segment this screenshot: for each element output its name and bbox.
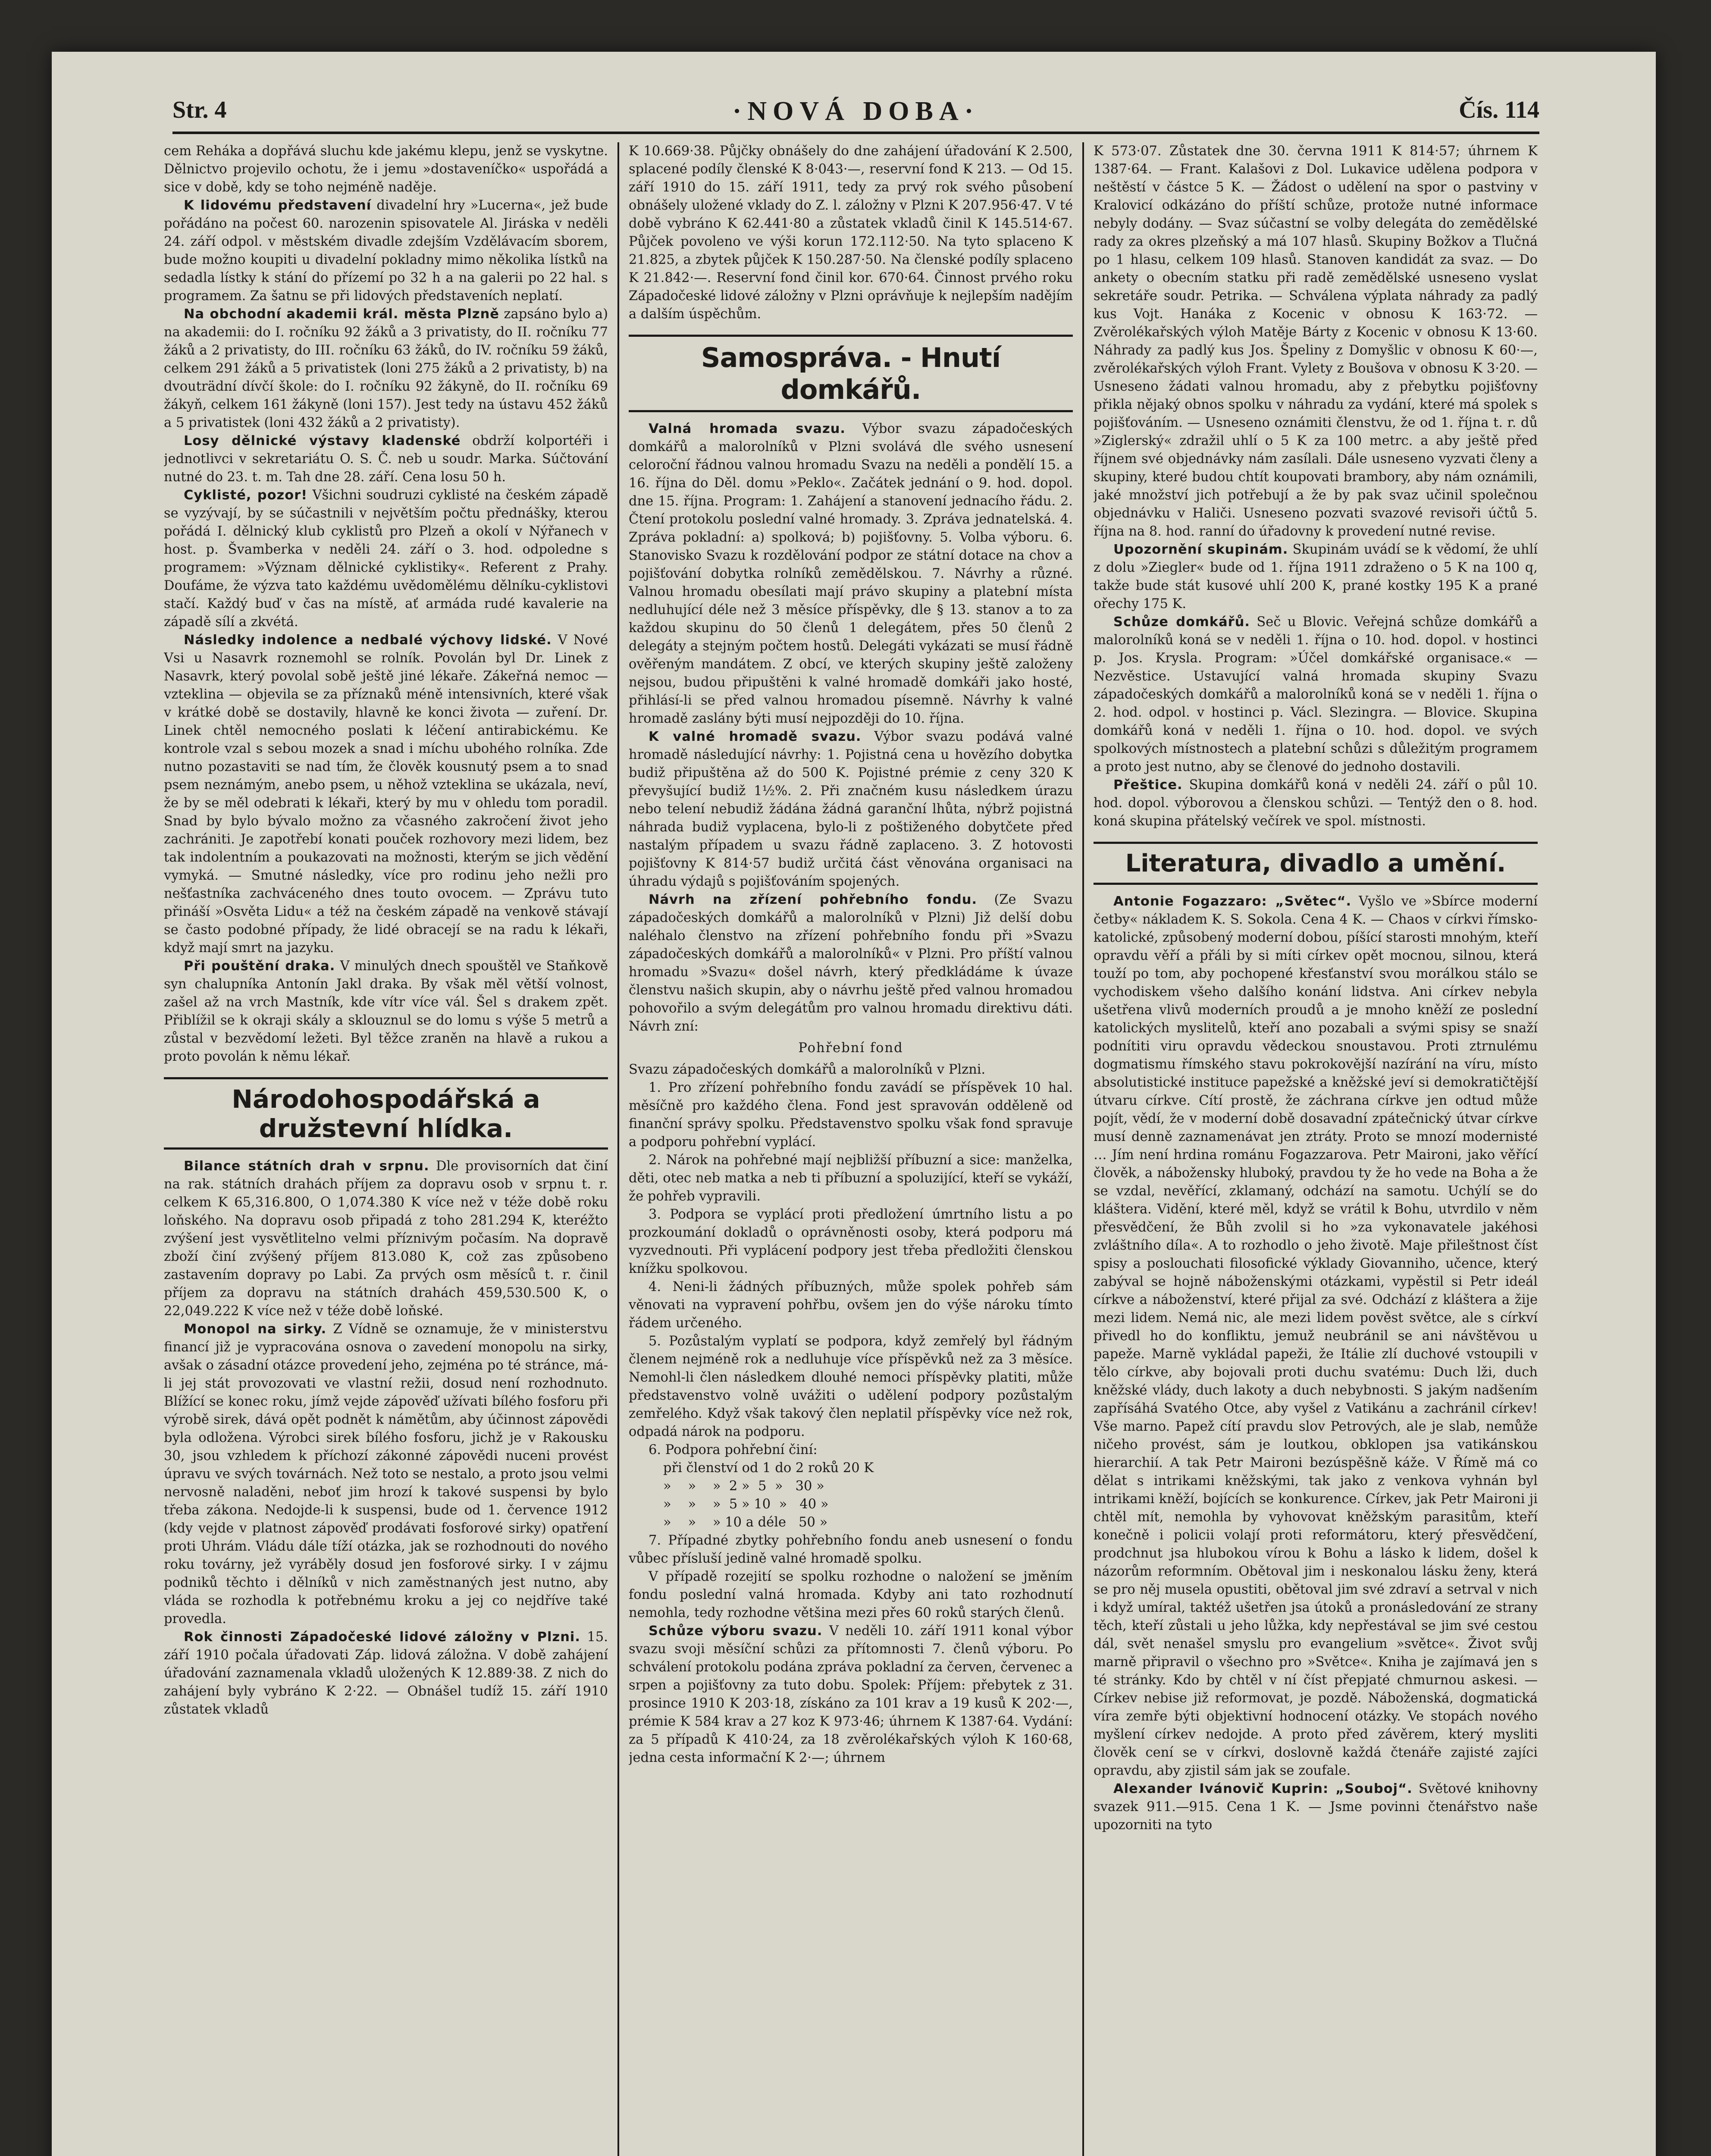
paragraph <box>1094 1780 1538 1834</box>
paragraph: 5. Pozůstalým vyplatí se podpora, když zemřelý byl řádným členem nejméně rok a nedluhuje více příspěvků než za 3 měsíce. Nemohl-li člen následkem dlouhé nemoci příspěvky platiti, může představenstvo volně uvážiti o udělení podpory pozůstalým zemřelého. Když však takový člen neplatil příspěvky více než rok, odpadá nárok na podporu. <box>629 1334 1073 1439</box>
page-number: Str. 4 <box>172 97 227 123</box>
item-headline: Rok činnosti Západočeské lidové záložny v Plzni. <box>184 1630 580 1645</box>
paragraph <box>1094 776 1538 830</box>
paragraph <box>629 728 1073 891</box>
paragraph: K 573·07. Zůstatek dne 30. června 1911 K 814·57; úhrnem K 1387·64. — Frant. Kalašovi z Dol. Lukavice udělena podpora v neštěstí v částce 5 K. — Žádost o udělení na spor o pastviny v Kralovicí odkázáno do příští schůze, protože nutné informace nebyly dodány. — Svaz súčastní se volby delegáta do zemědělské rady za okres plzeňský a má 107 hlasů. Skupiny Božkov a Tlučná po 1 hlasu, celkem 109 hlasů. Stanoven kandidát za svaz. — Do ankety o obecním statku při radě zemědělské usneseno vyslat sekretáře soudr. Petrika. — Schválena výplata náhrady za padlý kus Vojt. Hanáka z Kocenic v obnosu K 163·72. — Zvěrolékařských výloh Matěje Bárty z Kocenic v obnosu K 13·60. Náhrady za padlý kus Jos. Špeliny z Domyšlic v obnosu K 60·—, zvěrolékařských výloh Frant. Vylety z Boušova v obnosu K 3·20. — Usneseno žádati valnou hromadu, aby z přebytku pojišťovny přikla nějaký obnos spolku v náhradu za vydání, které má spolek s pojišťováním. — Usneseno oznámiti členstvu, že od 1. října t. r. dů »Ziglerský« zdražil uhlí o 5 K za 100 metrc. a aby ještě před říjnem své objednávky nám zasílali. Dále usneseno vyzvati členy a skupiny, které budou chtít koupovati brambory, aby nám oznámili, jaké množství jich potřebují a že by pak svaz učinil společnou objednávku v Haliči. Usneseno pozvati svazové revisoři účtů 5. října na 8. hod. ranní do úřadovny k provedení nutné revise. <box>1094 144 1538 539</box>
item-body: Všichni soudruzi cyklisté na českém západě se vyzývají, by se súčastnili v největším počtu přednášky, kterou pořádá I. dělnický klub cyklistů pro Plzeň a okolí v Nýřanech v host. p. Švamberka v neděli 24. září o 3. hod. odpoledne s programem: »Význam dělnické cyklistiky«. Referent z Prahy. Doufáme, že výzva tato každému uvědomělému dělníku-cyklistovi stačí. Každý buď v čas na místě, ať armáda rudé kavalerie na západě sílí a zkvétá. <box>164 488 608 630</box>
section-heading-literature: Literatura, divadlo a umění. <box>1094 842 1538 885</box>
item-body: obdrží kolportéři i jednotlivci v sekretariátu O. S. Č. neb u soudr. Marka. Súčtování nutné do 23. t. m. Tah dne 28. září. Cena losu 50 h. <box>164 433 608 485</box>
item-headline: Cyklisté, pozor! <box>184 488 308 503</box>
paragraph: cem Reháka a dopřává sluchu kde jakému klepu, jenž se vyskytne. Dělnictvo projevilo ochotu, že i jemu »dostaveníčko« uspořádá a sice v době, kdy se toho nejméně naděje. <box>164 144 608 195</box>
item-headline: Monopol na sirky. <box>184 1322 327 1337</box>
paragraph <box>164 305 608 432</box>
paragraph <box>164 486 608 631</box>
paragraph <box>1094 613 1538 776</box>
paragraph <box>1094 893 1538 1780</box>
item-body: divadelní hry »Lucerna«, jež bude pořádáno na počest 60. narozenin spisovatele Al. Jiráska v neděli 24. září odpol. v městském divadle zdejším Vzdělávacím sborem, bude možno koupiti u divadelní pokladny mimo několika lístků na sedadla lístky k stání do přízemí po 32 h a na galerii po 22 hal. s programem. Za šatnu se při lidových představeních neplatí. <box>164 198 608 304</box>
item-body: Výbor svazu západočeských domkářů a malorolníků v Plzni svolává dle svého usnesení celoroční řádnou valnou hromadu Svazu na neděli a pondělí 15. a 16. října do Děl. domu »Peklo«. Začátek jednání o 9. hod. dopol. dne 15. října. Program: 1. Zahájení a stanovení jednacího řádu. 2. Čtení protokolu poslední valné hromady. 3. Zpráva jednatelská. 4. Zpráva pokladní: a) spolková; b) pojišťovny. 5. Volba výboru. 6. Stanovisko Svazu k rozdělování podpor ze státní dotace na chov a pojišťování dobytka rolníků zemědělskou. 7. Návrhy a různé. Valnou hromadu obesílati mají právo skupiny a platební místa nedluhující déle než 3 měsíce příspěvky, dle § 13. stanov a to za každou skupinu do 50 členů 1 delegátem, přes 50 členů 2 delegáty a stejným počtem hostů. Delegáti vykázati se musí řádně ověřeným mandátem. Z obcí, ve kterých skupiny ještě založeny nejsou, budou připuštěni k valné hromadě domkáři jako hosté, přihlásí-li se před valnou hromadou písemně. Návrhy k valné hromadě zaslány býti musí nejpozději do 10. října. <box>629 421 1073 726</box>
item-headline: Přeštice. <box>1113 777 1183 793</box>
paragraph <box>164 1157 608 1320</box>
table-row: » » » 5 » 10 » 40 » <box>663 1497 829 1512</box>
item-headline: Schůze výboru svazu. <box>649 1623 823 1639</box>
item-body: V neděli 10. září 1911 konal výbor svazu svoji měsíční schůzi za přítomnosti 7. členů výboru. Po schválení protokolu podána zpráva pokladní za červen, červenec a srpen a pojišťovny za tuto dobu. Spolek: Příjem: přebytek z 31. prosince 1910 K 203·18, získáno za 101 krav a 19 kusů K 202·—, prémie K 584 krav a 27 koz K 973·46; úhrnem K 1387·64. Vydání: za 5 případů K 410·24, za 18 zvěrolékařských výloh K 160·68, jedna cesta informační K 2·—; úhrnem <box>629 1623 1073 1765</box>
paragraph <box>629 420 1073 728</box>
item-body: Světové knihovny svazek 911.—915. Cena 1 K. — Jsme povinni čtenářstvo naše upozorniti na tyto <box>1094 1781 1538 1833</box>
item-headline: Losy dělnické výstavy kladenské <box>184 433 461 448</box>
paragraph <box>164 432 608 486</box>
item-headline: Alexander Ivánovič Kuprin: „Souboj“. <box>1113 1781 1413 1796</box>
item-headline: Upozornění skupinám. <box>1113 542 1288 557</box>
paragraph: 4. Neni-li žádných příbuzných, může spolek pohřeb sám věnovati na vypravení pohřbu, ovšem jen do výše nároku tímto řádem určeného. <box>629 1279 1073 1331</box>
item-body: zapsáno bylo a) na akademii: do I. ročníku 92 žáků a 3 privatisty, do II. ročníku 77 žáků a 2 privatisty, do III. ročníku 63 žáků, do IV. ročníku 59 žáků, celkem 291 žáků a 5 privatistek (loni 275 žáků a 2 privatisty, b) na dvouträdní dívčí škole: do I. ročníku 92 žákyně, do II. ročníku 69 žákyň, celkem 161 žákyně (loni 157). Jest tedy na ústavu 452 žáků a 5 privatistek (loni 432 žáků a 2 privatisty). <box>164 307 608 430</box>
item-headline: Valná hromada svazu. <box>649 421 846 436</box>
column-divider <box>617 142 619 2156</box>
newspaper-page <box>52 52 1656 2156</box>
item-body: Skupina domkářů koná v neděli 24. září o půl 10. hod. dopol. výborovou a členskou schůzi. — Tentýž den o 8. hod. koná skupina přátelský večírek ve spol. místnosti. <box>1094 777 1538 829</box>
table-row: » » » 2 » 5 » 30 » <box>663 1479 824 1494</box>
section-heading-self-government: Samospráva. - Hnutí domkářů. <box>629 335 1073 412</box>
subheading: Pohřební fond <box>798 1040 903 1056</box>
item-body: Výbor svazu podává valné hromadě následující návrhy: 1. Pojistná cena u hovězího dobytka budiž připuštěna až do 500 K. Pojistné prémie z ceny 320 K převyšující budiž 1½%. 2. Při značném kusu následkem úrazu nebo telení nebudiž žádána žádná garanční lhůta, nýbrž pojistná náhrada budiž vyplacena, bylo-li z poštiženého dobytčete před nastalým případem u svazu řádně zaplaceno. 3. Z hotovosti pojišťovny K 814·57 budiž určitá část věnována organisaci na úhradu výdajů s pojišťováním spojených. <box>629 729 1073 889</box>
paragraph: Svazu západočeských domkářů a malorolníků v Plzni. <box>629 1062 986 1077</box>
item-headline: Následky indolence a nedbalé výchovy lidské. <box>184 633 552 648</box>
column-middle <box>629 142 1073 2156</box>
item-headline: Návrh na zřízení pohřebního fondu. <box>649 892 978 907</box>
paragraph: 7. Případné zbytky pohřebního fondu aneb usnesení o fondu vůbec přísluší jedině valné hromadě spolku. <box>629 1533 1073 1566</box>
paragraph <box>629 891 1073 1036</box>
item-body: 15. září 1910 počala úřadovati Záp. lidová záložna. V době zahájení úřadování zaznamenala vkladů uložených K 12.889·38. Z nich do zahájení byly vybráno K 2·22. — Obnášel tudíž 15. září 1910 zůstatek vkladů <box>164 1630 608 1717</box>
item-headline: K valné hromadě svazu. <box>649 729 862 744</box>
paragraph: K 10.669·38. Půjčky obnášely do dne zahájení úřadování K 2.500, splacené podíly členské K 8·043·—, reservní fond K 213. — Od 15. září 1910 do 15. září 1911, tedy za prvý rok svého působení obnášely uložené vklady do Z. l. záložny v Plzni K 207.956·47. V té době vybráno K 62.441·80 a zůstatek vkladů činil K 145.514·67. Půjček povoleno ve výši korun 172.112·50. Na tyto splaceno K 21.825, a zbytek půjček K 150.287·50. Na členské podíly splaceno K 21.842·—. Reservní fond činil kor. 670·64. Činnost prvého roku Západočeské lidové záložny v Plzni oprávňuje k nejlepším nadějím a dalším úspěchům. <box>629 144 1073 322</box>
paragraph <box>164 631 608 957</box>
item-body: Skupinám uvádí se k vědomí, že uhlí z dolu »Ziegler« bude od 1. října 1911 zdraženo o 5 K na 100 q, takže bude stát kusové uhlí 200 K, prané kostky 195 K a prané ořechy 175 K. <box>1094 542 1538 611</box>
item-headline: Antonie Fogazzaro: „Světec“. <box>1113 894 1352 909</box>
paragraph <box>164 1320 608 1628</box>
item-body: Z Vídně se oznamuje, že v ministerstvu financí již je vypracována osnova o zavedení monopolu na sirky, avšak o zásadní otázce provedení jeho, zejména po té stránce, má-li jej stát provozovati ve vlastní režii, dosud není rozhodnuto. Blížící se konec roku, jímž vejde zápověď užívati bílého fosforu při výrobě sirek, dává opět podnět k námětům, aby účinnost zápovědi byla odložena. Výrobci sirek bílého fosforu, jichž je v Rakousku 30, jsou vzhledem k příchozí zákonné zápovědi nuceni provést úpravu ve svých továrnách. Než toto se nestalo, a proto jsou velmi nervosně naladěni, neboť jim hrozí k takové suspensi by bylo třeba zákona. Nedojde-li k suspensi, bude od 1. července 1912 (kdy vejde v platnost zápověď prodávati fosforové sirky) opatření proti Uhrám. Vládu dále tíží otázka, jak se rozhodnouti do nového roku továrny, jež vyráběly dosud jen fosforové sirky. I v zájmu podniků těchto i dělníků v nich zaměstnaných jest nutno, aby vláda se rozhodla k potřebnému kroku a jej co nejdříve také provedla. <box>164 1322 608 1626</box>
column-left <box>164 142 608 2156</box>
item-headline: Schůze domkářů. <box>1113 614 1250 630</box>
paragraph <box>164 957 608 1066</box>
column-right <box>1094 142 1538 2156</box>
item-body: V minulých dnech spouštěl ve Staňkově syn chalupníka Antonín Jakl draka. By však měl větší volnost, zašel až na vrch Mastník, kde vítr více vál. Šel s drakem zpět. Přiblížil se k okraji skály a sklouznul se do lomu s výše 5 metrů a zůstal v bezvědomí ležeti. Byl těžce zraněn na hlavě a rukou a proto povolán k němu lékař. <box>164 959 608 1064</box>
section-heading-economy: Národohospodářská a družstevní hlídka. <box>164 1077 608 1150</box>
page-header <box>172 93 1539 134</box>
table-row: při členství od 1 do 2 roků 20 K <box>663 1460 874 1476</box>
paragraph <box>164 197 608 305</box>
item-headline: K lidovému představení <box>184 198 372 213</box>
paragraph: V případě rozejití se spolku rozhodne o naložení se jměním fondu poslední valná hromada. Kdyby ani tato rozhodnutí nemohla, tedy rozhodne většina mezi přes 60 roků starých členů. <box>629 1569 1073 1620</box>
item-headline: Bilance státních drah v srpnu. <box>184 1159 429 1174</box>
item-body: Vyšlo ve »Sbírce moderní četby« nákladem K. S. Sokola. Cena 4 K. — Chaos v církvi římsko-katolické, způsobený moderní dobou, píšící starosti mnohým, kteří opravdu věří a přáli by si míti církev opět mocnou, silnou, která touží po tom, aby pochopené křesťanství svou morálkou stálo se vychodiskem všeho dalšího konání lidstva. Ani církev nebyla ušetřena vlivů moderních proudů a je mnoho kněží ze poslední katolických myslitelů, kteří ano pozabali a svými spisy se snaží podnítiti viru opravdu vědeckou snoustavou. Proti ztrnulému dogmatismu římského stavu pokrokovější nazírání na víru, místo absolutistické instituce papežské a kněžské jeví si demokratičtější útvaru církve. Cítí prostě, že záchrana církve jen odtud může pojít, vědí, že v moderní době dosavadní zpátečnický útvar církve musí denně zaznamenávat jen ztráty. Proto se mnozí modernisté … Jím není hrdina románu Fogazzarova. Petr Maironi, jako věřící člověk, a nábožensky hluboký, pravdou ty že ho vede na Boha a že se vzdal, nevěřící, zklamaný, odchází na samotu. Uchýlí se do kláštera. Vidění, které měl, když se vrátil k Bohu, utvrdilo v něm přesvědčení, že Bůh zvolil si ho »za vykonavatele jakéhosi zvláštního díla«. A to rozhodlo o jeho životě. Maje přileštnost číst spisy a poslouchati filosofické výklady Giovanniho, učence, který zabýval se hojně náboženskými otázkami, vypěstil si Petr ideál církve a náboženství, které přijal za své. Odchází z kláštera a žije mezi lidem. Nemá nic, ale mezi lidem pověst světce, ale s církví přivedl ho do konfliktu, jemuž neubránil se ani návštěvou u papeže. Marně vykládal papeži, že Itálie zlí duchové vstoupili v tělo církve, aby bojovali proti duchu svatému: Duch lži, duch kněžské vlády, duch lakoty a duch nebybnosti. S jakým nadšením zapřísáhá Svatého Otce, aby vyšel z Vatikánu a zachránil církev! Vše marno. Papež cítí pravdu slov Petrových, ale je slab, nemůže ničeho provést, sám je loutkou, obklopen jsa vatikánskou hierarchií. A tak Petr Maironi bezúspěšně káže. V Římě má co dělat s intrikami kněžskými, tak jako z venkova vyhnán byl intrikami kněží, bojících se konkurence. Církev, jak Petr Maironi ji chtěl mít, nemohla by vyhovovat kněžským parasitům, kteří konečně i policii volají proti reformátoru, který přesvědčení, prodchnut jsa hlubokou vírou k Bohu a lásko k lidem, došel k názorům reformním. Obětoval jim i neskonalou lásku ženy, která se pro něj musela opustiti, obětoval jim své zdraví a setrval v nich i když umíral, taktéž ušetřen jsa útoků a pronásledování ze strany těch, kteří zůstali u jeho lůžka, kdy nepřestával se jim své cestou dál, svět nenašel smyslu pro evangelium »světce«. Život svůj marně připravil o všechno pro »Světce«. Kniha je zajímavá jen s té stránky. Kdo by chtěl v ní číst přepjaté chmurnou askesi. — Církev nebise již reformovat, je pozdě. Náboženská, dogmatická víra zemře býti objektivní hodnocení otázky. Ve stopách nového myšlení církev nedojde. A proto před závěrem, který mysliti člověk cení se v církvi, doslovně každá čtenáře zajisté zajíci opravdu, aby zjistil sám jak se zoufale. <box>1094 894 1538 1778</box>
paragraph <box>164 1628 608 1719</box>
paragraph <box>629 1622 1073 1767</box>
table-row: » » » 10 a déle 50 » <box>663 1515 828 1530</box>
paragraph: 2. Nárok na pohřebné mají nejbližší příbuzní a sice: manželka, děti, otec neb matka a neb ti příbuzní a spoluzijící, kteří se vykáží, že pohřeb vypravili. <box>629 1153 1073 1204</box>
issue-number: Čís. 114 <box>1459 97 1539 123</box>
paragraph: 1. Pro zřízení pohřebního fondu zavádí se příspěvek 10 hal. měsíčně pro každého člena. Fond jest spravován odděleně od finanční správy spolku. Představenstvo spolku však fond spravuje a podporu pohřební vyplácí. <box>629 1080 1073 1150</box>
paragraph: 6. Podpora pohřební činí: <box>649 1442 818 1457</box>
item-headline: Při pouštění draka. <box>184 959 335 974</box>
item-headline: Na obchodní akademii král. města Plzně <box>184 307 499 322</box>
masthead-title: ·NOVÁ DOBA· <box>732 97 980 126</box>
column-divider <box>1082 142 1084 2156</box>
paragraph: 3. Podpora se vyplácí proti předložení úmrtního listu a po prozkoumání dokladů o oprávněnosti osoby, která podporu má vyzvednouti. Při vyplácení podpory jest třeba předložiti členskou knížku spolkovou. <box>629 1207 1073 1276</box>
item-body: Seč u Blovic. Veřejná schůze domkářů a malorolníků koná se v neděli 1. října o 10. hod. dopol. v hostinci p. Jos. Krysla. Program: »Účel domkářské organisace.« — Nezvěstice. Ustavující valná hromada skupiny Svazu západočeských domkářů a malorolníků koná se v neděli 1. října o 2. hod. odpol. v hostinci p. Václ. Slezingra. — Blovice. Skupina domkářů koná v neděli 1. října o 10. hod. dopol. ve svých spolkových místnostech a platební schůzi s důležitým programem a proto jest nutno, aby se členové do jednoho dostavili. <box>1094 614 1538 774</box>
item-body: Dle provisorních dat činí na rak. státních drahách příjem za dopravu osob v srpnu t. r. celkem K 65,316.800, O 1,074.380 K více než v téže době roku loňského. Na dopravu osob připadá z toho 281.294 K, kteréžto zvýšení jest vysvětlitelno velmi příznivým počasím. Na dopravě zboží činí zvýšený příjem 813.080 K, což zas způsobeno zastavením dopravy po Labi. Za prvých osm měsíců t. r. činil příjem za dopravu na státních drahách 459,530.500 K, o 22,049.222 K více než v téže době loňské. <box>164 1159 608 1319</box>
paragraph <box>1094 541 1538 613</box>
item-body: (Ze Svazu západočeských domkářů a malorolníků v Plzni) Již delší dobu naléhalo členstvo na zřízení pohřebního fondu při »Svazu západočeských domkářů a malorolníků« v Plzni. Pro příští valnou hromadu »Svazu« došel návrh, který předkládáme k úvaze členstvu našich skupin, aby o návrhu ještě před valnou hromadou pohovořilo a svým delegátům pro valnou hromadu direktivu dáti. Návrh zní: <box>629 892 1073 1034</box>
item-body: V Nové Vsi u Nasavrk roznemohl se rolník. Povolán byl Dr. Linek z Nasavrk, který povolal sobě ještě jiné lékaře. Zákeřná nemoc — vzteklina — objevila se za příznaků méně intensivních, které však v krátké době se dostavily, hlavně ke konci života — zuření. Dr. Linek chtěl nemocného poslati k léčení antirabickému. Ke kontrole vzal s sebou mozek a snad i míchu ubohého rolníka. Zde nutno pozastaviti se nad tím, že člověk kousnutý psem a to snad psem neznámým, anebo psem, u něhož vzteklina se ukázala, neví, že by se měl odebrati k lékaři, který by mu v ohledu tom poradil. Snad by bylo bývalo možno za včasného zakročení život jeho zachrániti. Je zapotřebí konati pouček rozhovory mezi lidem, bez tak indolentním a poukazovati na možnosti, kterým se jich vědění vymyká. — Smutné následky, více pro rodinu jeho nežli pro nešťastníka zachváceného dnes touto ovocem. — Zprávu tuto přináší »Osvěta Lidu« a též na českém západě na venkově stávají se často podobné případy, že lidé obracejí se na radu k lékaři, když mají smrt na jazyku. <box>164 633 608 956</box>
